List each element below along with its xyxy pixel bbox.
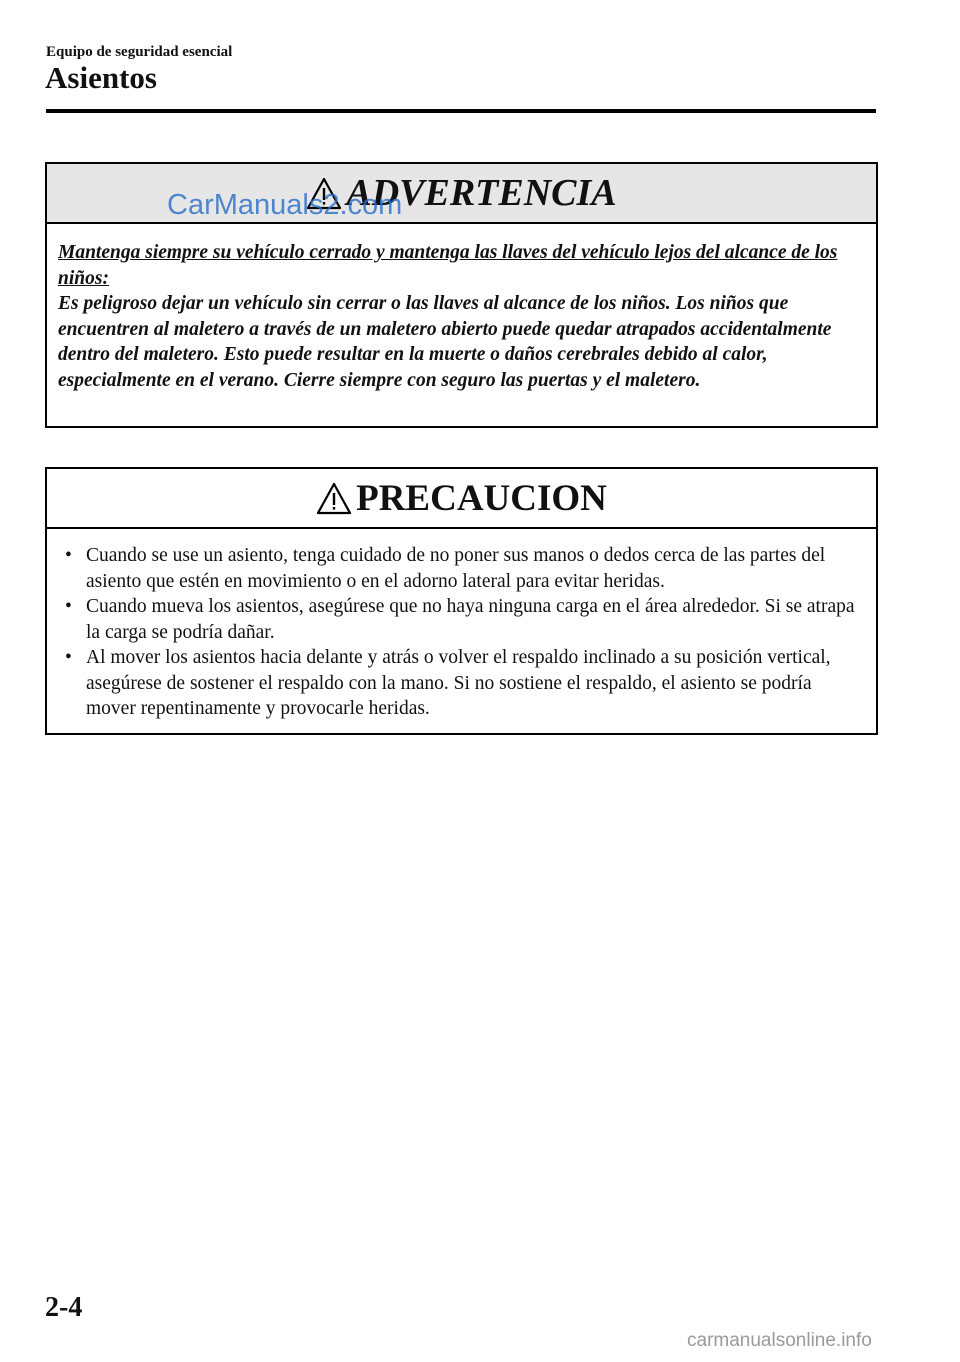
caution-triangle-icon bbox=[316, 482, 352, 515]
bullet-dot: • bbox=[65, 545, 72, 566]
caution-item bbox=[65, 543, 866, 594]
caution-item-text: Cuando mueva los asientos, asegúrese que no haya ninguna carga en el área alrededor. Si se atrapa la carga se podría dañar. bbox=[86, 596, 855, 643]
caution-item-text: Al mover los asientos hacia delante y atrás o volver el respaldo inclinado a su posición vertical, asegúrese de sostener el respaldo con la mano. Si no sostiene el respaldo, el asiento se podría mover repentinamente y provocarle heridas. bbox=[86, 647, 831, 719]
warning-heading: ADVERTENCIA bbox=[346, 172, 617, 214]
watermark-top: CarManuals2.com bbox=[167, 189, 403, 221]
warning-text: Es peligroso dejar un vehículo sin cerrar o las llaves al alcance de los niños. Los niños que encuentren al maletero a través de un maletero abierto puede quedar atrapados accidentalmente dentro del maletero. Esto puede resultar en la muerte o daños cerebrales debido al calor, especialmente en el verano. Cierre siempre con seguro las puertas y el maletero. bbox=[58, 293, 832, 391]
bullet-dot: • bbox=[65, 596, 72, 617]
page-title: Asientos bbox=[45, 60, 157, 95]
caution-box bbox=[45, 467, 878, 735]
title-rule bbox=[46, 109, 876, 113]
caution-list bbox=[47, 529, 876, 722]
caution-item bbox=[65, 594, 866, 645]
caution-item-text: Cuando se use un asiento, tenga cuidado de no poner sus manos o dedos cerca de las partes del asiento que estén en movimiento o en el adorno lateral para evitar heridas. bbox=[86, 545, 826, 592]
bullet-dot: • bbox=[65, 647, 72, 668]
warning-lead: Mantenga siempre su vehículo cerrado y mantenga las llaves del vehículo lejos del alcance de los niños: bbox=[58, 242, 838, 289]
page-number: 2-4 bbox=[45, 1292, 83, 1323]
caution-header bbox=[47, 469, 876, 529]
caution-heading: PRECAUCION bbox=[356, 477, 607, 519]
section-label: Equipo de seguridad esencial bbox=[46, 44, 233, 60]
warning-body bbox=[47, 224, 876, 393]
watermark-bottom: carmanualsonline.info bbox=[687, 1330, 872, 1351]
caution-item bbox=[65, 645, 866, 722]
